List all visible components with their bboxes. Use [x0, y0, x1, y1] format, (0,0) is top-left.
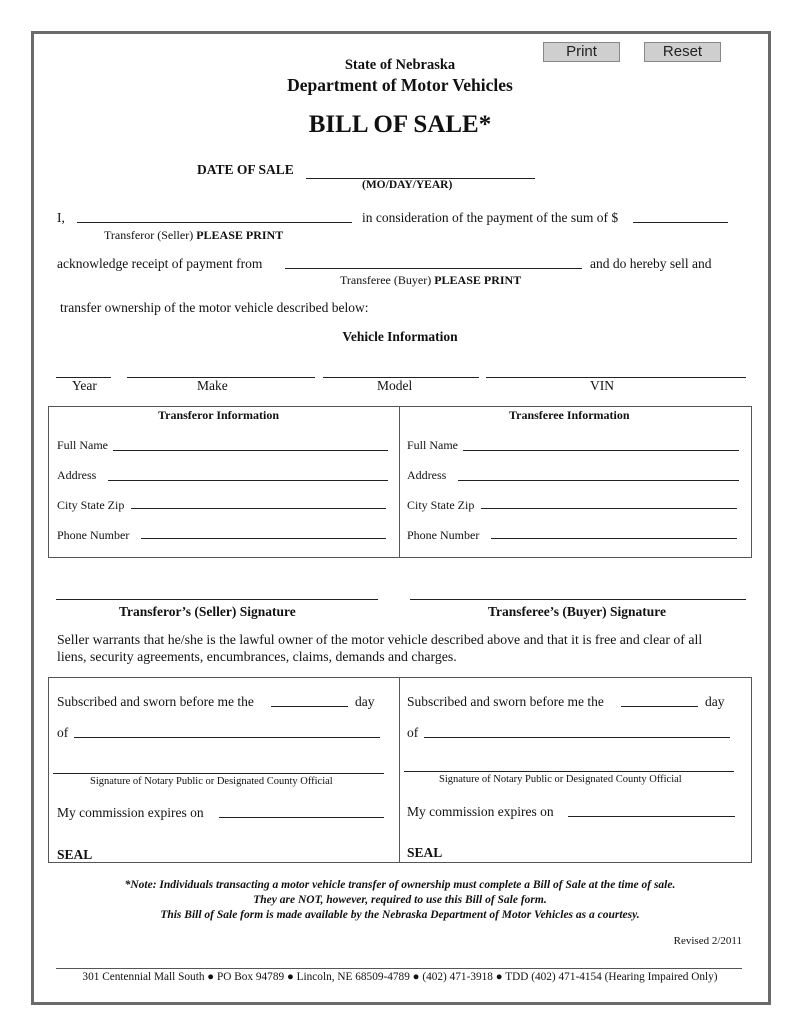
transferee-city-field[interactable]	[481, 508, 737, 509]
right-day-label: day	[705, 694, 725, 709]
transferee-full-name-label: Full Name	[407, 438, 458, 452]
consideration-text: in consideration of the payment of the sum of $	[362, 210, 619, 225]
transferee-address-field[interactable]	[458, 480, 739, 481]
seller-name-field[interactable]	[77, 222, 352, 223]
footer-contact: 301 Centennial Mall South ● PO Box 94789 ● Lincoln, NE 68509-4789 ● (402) 471-3918 ● TDD (402) 471-4154 (Hearing Impaired Only)	[82, 971, 718, 983]
transferor-full-name-label: Full Name	[57, 438, 108, 452]
i-label: I,	[57, 210, 65, 225]
right-notary-signature-field[interactable]	[404, 771, 734, 772]
seller-caption-text: Transferor (Seller)	[104, 228, 197, 242]
seller-signature-field[interactable]	[56, 599, 378, 600]
year-label: Year	[72, 378, 97, 393]
revised-date: Revised 2/2011	[673, 935, 742, 947]
transferee-phone-label: Phone Number	[407, 528, 480, 542]
warranty-text-2: liens, security agreements, encumbrances, claims, demands and charges.	[57, 649, 457, 664]
left-month-field[interactable]	[74, 737, 380, 738]
please-print: PLEASE PRINT	[196, 228, 284, 242]
right-commission-field[interactable]	[568, 816, 735, 817]
transferor-address-label: Address	[57, 468, 97, 482]
vin-label: VIN	[590, 378, 614, 393]
transferee-address-label: Address	[407, 468, 447, 482]
buyer-name-field[interactable]	[285, 268, 582, 269]
note-line-2: They are NOT, however, required to use this Bill of Sale form.	[253, 894, 547, 906]
right-notary-signature-label: Signature of Notary Public or Designated County Official	[439, 774, 682, 785]
acknowledge-text: acknowledge receipt of payment from	[57, 256, 263, 271]
transferee-full-name-field[interactable]	[463, 450, 739, 451]
transferee-heading: Transferee Information	[509, 408, 630, 422]
left-commission-label: My commission expires on	[57, 805, 204, 820]
divider	[399, 677, 400, 862]
right-seal-label: SEAL	[407, 845, 443, 860]
print-button[interactable]: Print	[543, 42, 620, 62]
right-commission-label: My commission expires on	[407, 804, 554, 819]
buyer-caption-text: Transferee (Buyer)	[340, 273, 435, 287]
buyer-caption	[340, 273, 521, 288]
right-day-field[interactable]	[621, 706, 698, 707]
state-heading: State of Nebraska	[344, 57, 456, 73]
department-heading: Department of Motor Vehicles	[287, 75, 513, 95]
reset-button[interactable]: Reset	[644, 42, 721, 62]
left-day-label: day	[355, 694, 375, 709]
left-of-label: of	[57, 725, 69, 740]
model-label: Model	[377, 378, 413, 393]
page-title: BILL OF SALE*	[308, 111, 492, 138]
note-line-1: *Note: Individuals transacting a motor vehicle transfer of ownership must complete a Bill of Sale at the time of sale.	[124, 879, 676, 891]
buyer-signature-field[interactable]	[410, 599, 746, 600]
right-of-label: of	[407, 725, 419, 740]
vehicle-info-heading: Vehicle Information	[342, 329, 458, 344]
left-commission-field[interactable]	[219, 817, 384, 818]
left-notary-signature-label: Signature of Notary Public or Designated County Official	[90, 776, 333, 787]
transferor-phone-label: Phone Number	[57, 528, 130, 542]
left-sworn-text: Subscribed and sworn before me the	[57, 694, 254, 709]
please-print: PLEASE PRINT	[434, 273, 522, 287]
right-month-field[interactable]	[424, 737, 730, 738]
left-notary-signature-field[interactable]	[53, 773, 384, 774]
left-day-field[interactable]	[271, 706, 348, 707]
party-info-box	[48, 406, 752, 558]
sale-amount-field[interactable]	[633, 222, 728, 223]
seller-signature-label: Transferor’s (Seller) Signature	[119, 604, 296, 619]
transfer-text: transfer ownership of the motor vehicle described below:	[60, 300, 369, 315]
transferor-full-name-field[interactable]	[113, 450, 388, 451]
seller-caption	[104, 228, 283, 243]
transferee-phone-field[interactable]	[491, 538, 737, 539]
transferor-city-field[interactable]	[131, 508, 386, 509]
left-seal-label: SEAL	[57, 847, 93, 862]
transferor-heading: Transferor Information	[158, 408, 279, 422]
date-format-hint: (MO/DAY/YEAR)	[362, 179, 453, 191]
transferor-phone-field[interactable]	[141, 538, 386, 539]
vin-field[interactable]	[486, 377, 746, 378]
warranty-text-1: Seller warrants that he/she is the lawful owner of the motor vehicle described above and that it is free and clear of all	[57, 632, 703, 647]
date-of-sale-label: DATE OF SALE	[197, 162, 294, 177]
buyer-signature-label: Transferee’s (Buyer) Signature	[488, 604, 666, 619]
make-label: Make	[197, 378, 228, 393]
footer-divider	[56, 968, 742, 969]
sell-text: and do hereby sell and	[590, 256, 712, 271]
transferor-city-label: City State Zip	[57, 498, 125, 512]
divider	[399, 406, 400, 557]
transferee-city-label: City State Zip	[407, 498, 475, 512]
right-sworn-text: Subscribed and sworn before me the	[407, 694, 604, 709]
transferor-address-field[interactable]	[108, 480, 388, 481]
note-line-3: This Bill of Sale form is made available by the Nebraska Department of Motor Vehicles as a courtesy.	[160, 909, 640, 921]
